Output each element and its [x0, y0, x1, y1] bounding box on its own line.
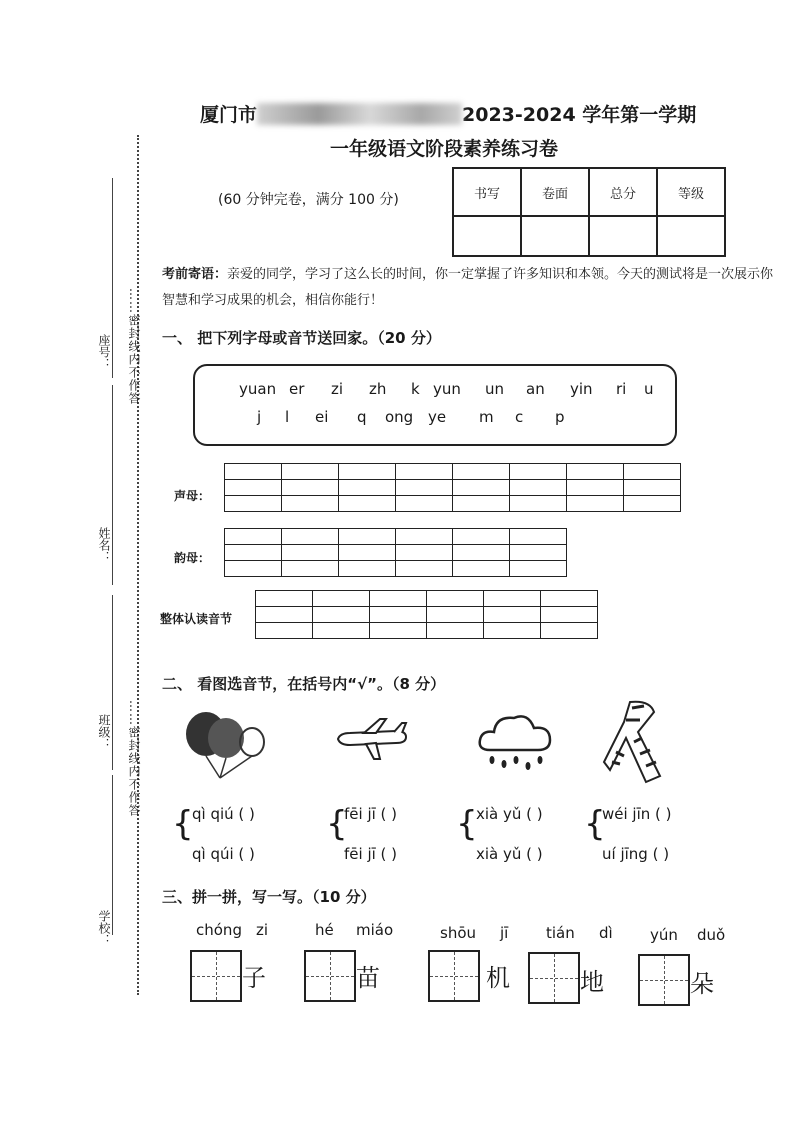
- syllable: q: [357, 408, 367, 426]
- option-qiqiu-b[interactable]: qì qúi ( ): [192, 845, 255, 863]
- title-suffix: 2023-2024 学年第一学期: [462, 104, 697, 126]
- syllable: k: [411, 380, 420, 398]
- syllable: j: [257, 408, 262, 426]
- airplane-image: [330, 715, 410, 765]
- writing-box-shou[interactable]: [428, 950, 480, 1002]
- syllable: ri: [616, 380, 627, 398]
- pinyin-he: hé: [315, 921, 334, 939]
- option-weijin-a[interactable]: wéi jīn ( ): [602, 805, 672, 823]
- char-zi: 子: [242, 964, 266, 992]
- exam-title: [200, 100, 696, 127]
- syllable: c: [515, 408, 524, 426]
- letter-box: [193, 364, 677, 446]
- char-miao: 苗: [356, 964, 380, 992]
- shengmu-grid[interactable]: [224, 463, 681, 512]
- class-label: 班级：: [97, 714, 111, 750]
- score-table: [452, 167, 726, 257]
- exam-subtitle: 一年级语文阶段素养练习卷: [330, 138, 559, 160]
- title-prefix: 厦门市: [200, 104, 258, 126]
- scarf-image: [600, 698, 670, 784]
- option-weijin-b[interactable]: uí jīng ( ): [602, 845, 670, 863]
- pinyin-miao: miáo: [356, 921, 394, 939]
- syllable: an: [526, 380, 545, 398]
- zhengti-grid[interactable]: [255, 590, 598, 639]
- brace: {: [172, 804, 194, 844]
- char-ji: 机: [486, 964, 510, 992]
- time-note: (60 分钟完卷，满分 100 分): [218, 192, 399, 208]
- syllable: un: [485, 380, 505, 398]
- syllable: ong: [385, 408, 414, 426]
- yunmu-grid[interactable]: [224, 528, 567, 577]
- option-xiayu-a[interactable]: xià yǔ ( ): [476, 805, 543, 823]
- option-qiqiu-a[interactable]: qì qiú ( ): [192, 805, 255, 823]
- syllable: zh: [369, 380, 387, 398]
- score-cell-writing[interactable]: [453, 216, 521, 256]
- syllable: p: [555, 408, 565, 426]
- brace: {: [456, 804, 478, 844]
- syllable: u: [644, 380, 654, 398]
- syllable: l: [285, 408, 290, 426]
- school-label: 学校：: [97, 910, 111, 946]
- score-header-neatness: 卷面: [521, 168, 589, 216]
- syllable: er: [289, 380, 305, 398]
- char-duo: 朵: [690, 970, 714, 998]
- seat-number-label: 座号：: [97, 334, 111, 370]
- binding-line: [137, 135, 139, 995]
- brace: {: [584, 804, 606, 844]
- pinyin-shou: shōu: [440, 924, 477, 942]
- option-xiayu-b[interactable]: xià yǔ ( ): [476, 845, 543, 863]
- option-feiji-b[interactable]: fēi jī ( ): [344, 845, 398, 863]
- score-header-grade: 等级: [657, 168, 725, 216]
- score-header-writing: 书写: [453, 168, 521, 216]
- pinyin-zi: zi: [256, 921, 269, 939]
- rain-cloud-image: [476, 708, 556, 778]
- balloon-image: [180, 708, 270, 788]
- writing-box-chong[interactable]: [190, 950, 242, 1002]
- redacted-school-name: [257, 103, 462, 125]
- pinyin-yun: yún: [650, 926, 678, 944]
- note-text: 亲爱的同学，学习了这么长的时间，你一定掌握了许多知识和本领。今天的测试将是一次展示你智慧和学习成果的机会，相信你能行！: [162, 267, 774, 308]
- section3-title: 三、拼一拼，写一写。（10 分）: [162, 888, 376, 906]
- option-feiji-a[interactable]: fēi jī ( ): [344, 805, 398, 823]
- shengmu-label: 声母：: [174, 489, 211, 503]
- yunmu-label: 韵母：: [174, 551, 211, 565]
- brace: {: [326, 804, 348, 844]
- syllable: ye: [428, 408, 447, 426]
- pinyin-di: dì: [599, 924, 613, 942]
- note-label: 考前寄语：: [162, 267, 228, 282]
- writing-box-yun[interactable]: [638, 954, 690, 1006]
- exam-note: [162, 262, 782, 314]
- zhengti-label: 整体认读音节: [160, 612, 233, 626]
- pinyin-duo: duǒ: [697, 926, 726, 944]
- writing-box-he[interactable]: [304, 950, 356, 1002]
- score-cell-total[interactable]: [589, 216, 657, 256]
- pinyin-ji: jī: [500, 924, 509, 942]
- syllable: yin: [570, 380, 593, 398]
- pinyin-tian: tián: [546, 924, 575, 942]
- name-label: 姓名：: [97, 527, 111, 563]
- section2-title: 二、 看图选音节，在括号内“√”。（8 分）: [162, 675, 446, 693]
- syllable: m: [479, 408, 494, 426]
- score-header-total: 总分: [589, 168, 657, 216]
- syllable: ei: [315, 408, 329, 426]
- seal-text-bottom: ……密封线内不作答: [127, 700, 141, 817]
- seal-text-top: ……密封线内不作答: [127, 288, 141, 405]
- writing-box-tian[interactable]: [528, 952, 580, 1004]
- pinyin-chong: chóng: [196, 921, 242, 939]
- score-cell-neatness[interactable]: [521, 216, 589, 256]
- char-di: 地: [580, 968, 604, 996]
- syllable: yuan: [239, 380, 277, 398]
- score-cell-grade[interactable]: [657, 216, 725, 256]
- syllable: yun: [433, 380, 461, 398]
- section1-title: 一、 把下列字母或音节送回家。（20 分）: [162, 329, 441, 347]
- syllable: zi: [331, 380, 344, 398]
